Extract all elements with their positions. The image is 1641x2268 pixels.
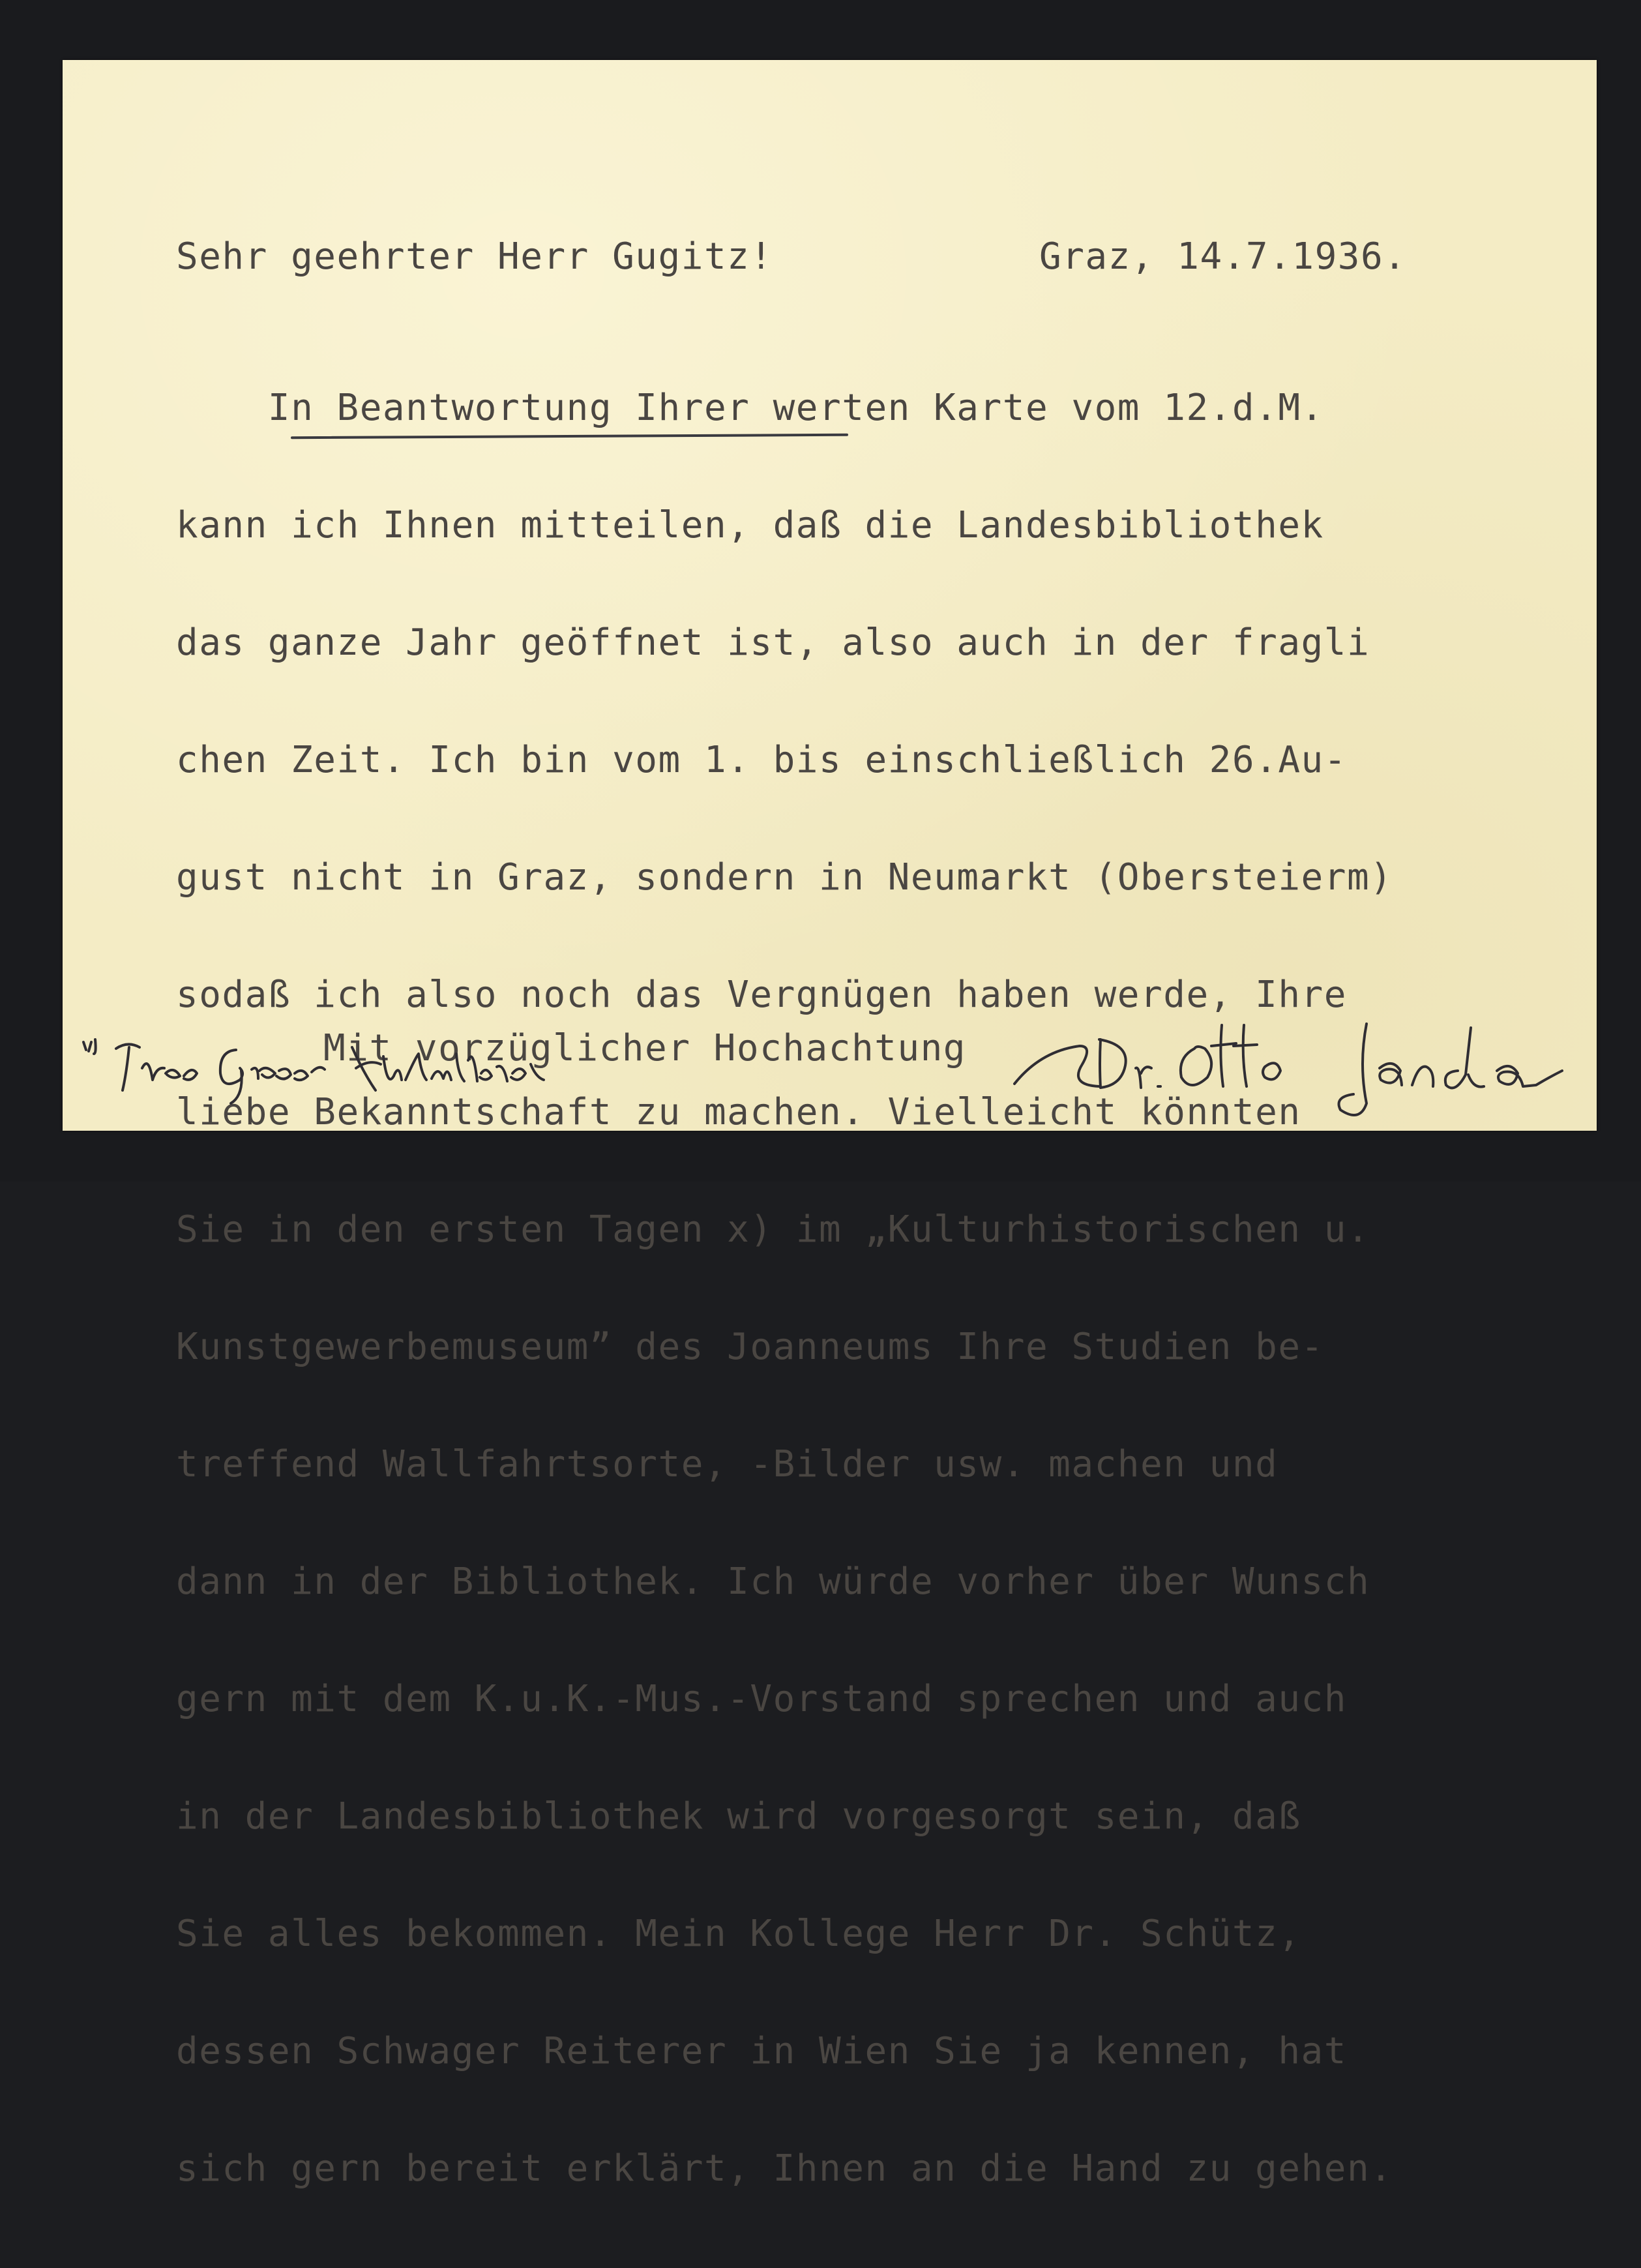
body-line: Kunstgewerbemuseum” des Joanneums Ihre Studien be- xyxy=(176,1326,1324,1368)
body-line: dessen Schwager Reiterer in Wien Sie ja kennen, hat xyxy=(176,2030,1347,2072)
body-line: In Beantwortung Ihrer werten Karte vom 12.d.M. xyxy=(176,387,1324,429)
body-line: treffend Wallfahrtsorte, -Bilder usw. machen und xyxy=(176,1443,1279,1485)
body-line: gust nicht in Graz, sondern in Neumarkt (Obersteierm) xyxy=(176,856,1393,899)
body-line: kann ich Ihnen mitteilen, daß die Landesbibliothek xyxy=(176,504,1324,546)
handwritten-signature xyxy=(1001,1012,1627,1136)
body-line: chen Zeit. Ich bin vom 1. bis einschließlich 26.Au- xyxy=(176,739,1347,781)
body-line: Sie in den ersten Tagen x) im „Kulturhistorischen u. xyxy=(176,1208,1370,1251)
greeting: Sehr geehrter Herr Gugitz! xyxy=(176,235,773,278)
body-line: liebe Bekanntschaft zu machen. Vielleicht könnten xyxy=(176,1091,1301,1133)
body-line: gern mit dem K.u.K.-Mus.-Vorstand sprechen und auch xyxy=(176,1678,1347,1720)
body-line: Sie alles bekommen. Mein Kollege Herr Dr. Schütz, xyxy=(176,1913,1301,1955)
body-line: dann in der Bibliothek. Ich würde vorher über Wunsch xyxy=(176,1560,1370,1603)
closing: Mit vorzüglicher Hochachtung xyxy=(323,1027,967,1069)
dateline: Graz, 14.7.1936. xyxy=(1039,235,1407,278)
body-line: in der Landesbibliothek wird vorgesorgt sein, daß xyxy=(176,1795,1301,1838)
handwritten-footnote xyxy=(69,1028,688,1112)
body-line: das ganze Jahr geöffnet ist, also auch in der fragli xyxy=(176,621,1370,664)
letter-body xyxy=(176,310,1393,2267)
body-line: sich gern bereit erklärt, Ihnen an die Hand zu gehen. xyxy=(176,2147,1393,2190)
postcard xyxy=(63,60,1597,2190)
body-line: sodaß ich also noch das Vergnügen haben werde, Ihre xyxy=(176,974,1347,1016)
